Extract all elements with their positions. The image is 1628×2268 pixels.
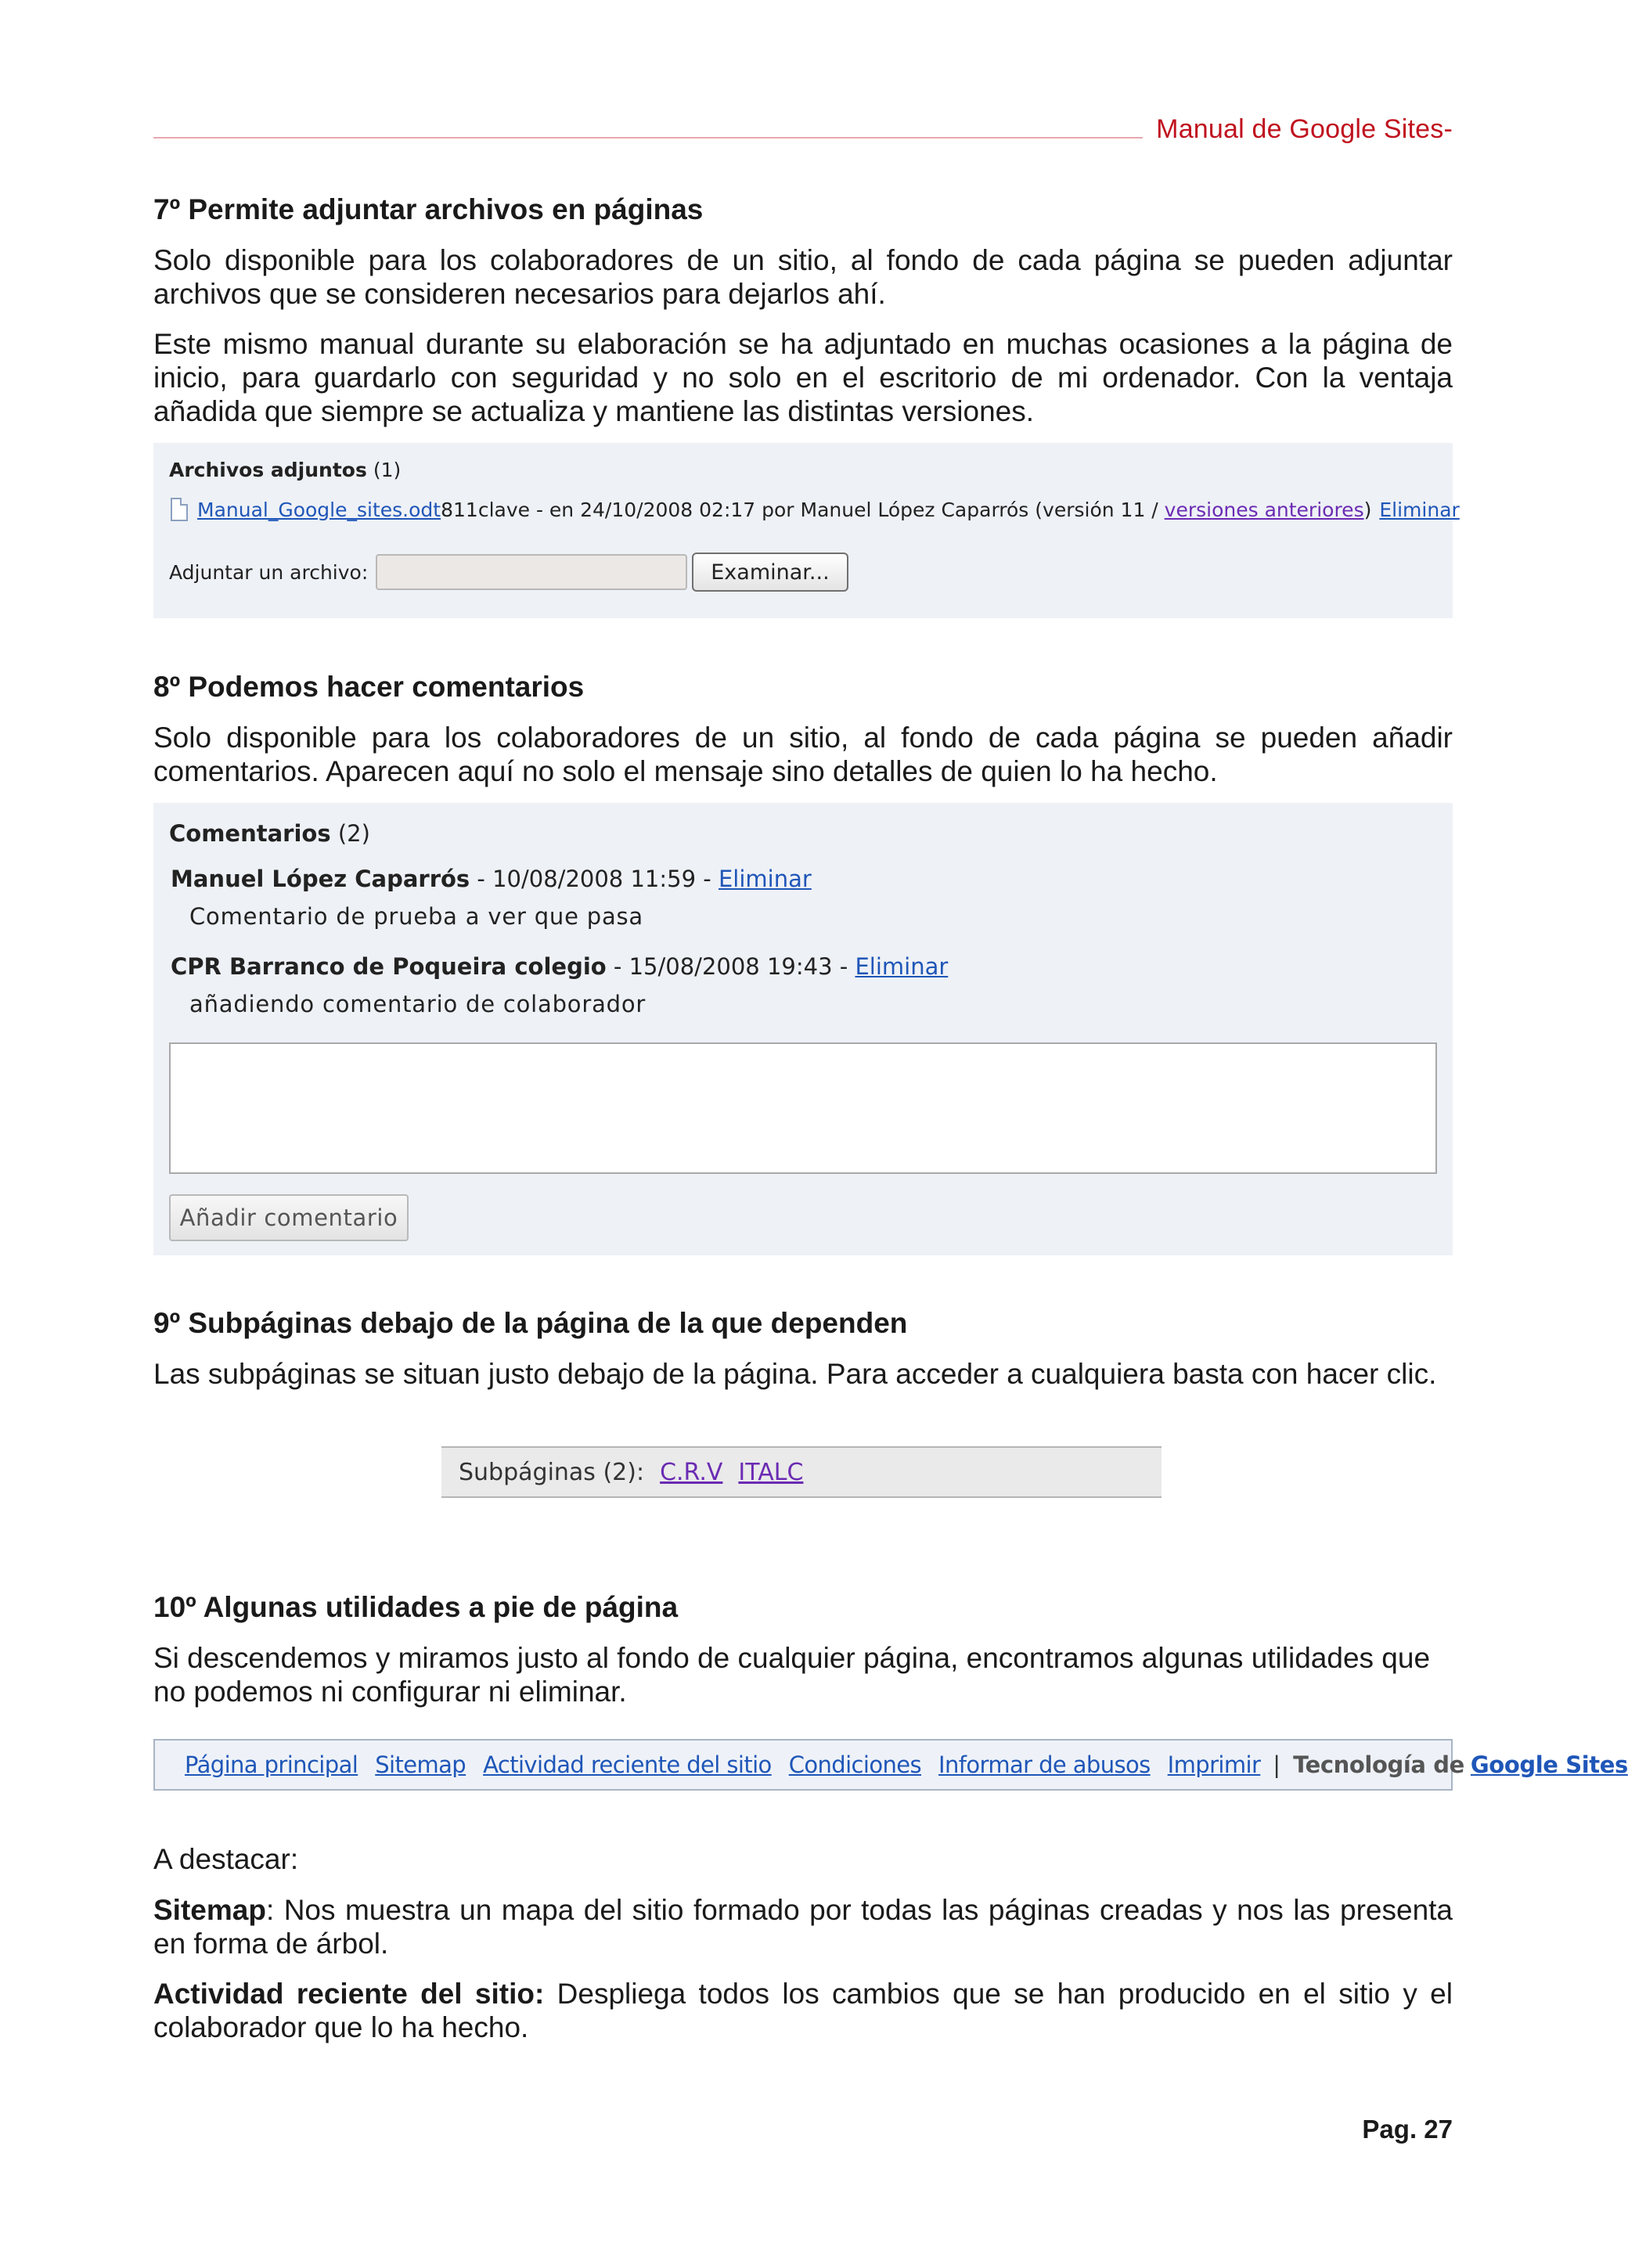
comment-delete-link[interactable]: Eliminar — [855, 953, 949, 980]
add-comment-button[interactable]: Añadir comentario — [169, 1194, 409, 1241]
footer-link-print[interactable]: Imprimir — [1167, 1751, 1261, 1778]
comment-text: añadiendo comentario de colaborador — [189, 991, 647, 1017]
activity-description — [153, 1977, 1453, 2044]
upload-file-input[interactable] — [376, 554, 687, 590]
comments-panel — [153, 803, 1453, 1255]
footer-link-home[interactable]: Página principal — [185, 1751, 358, 1778]
sitemap-desc: : Nos muestra un mapa del sitio formado por todas las páginas creadas y nos las presenta en forma de árbol. — [153, 1894, 1453, 1960]
attachments-title-label: Archivos adjuntos — [169, 459, 367, 481]
section-10-heading: 10º Algunas utilidades a pie de página — [153, 1591, 679, 1623]
comment-delete-link[interactable]: Eliminar — [718, 866, 812, 892]
page-header-title: Manual de Google Sites- — [1156, 114, 1453, 144]
attachment-upload-row — [169, 553, 848, 592]
section-9-paragraph-1: Las subpáginas se situan justo debajo de la página. Para acceder a cualquiera basta con hacer clic. — [153, 1358, 1437, 1390]
footer-link-recent-activity[interactable]: Actividad reciente del sitio — [483, 1751, 772, 1778]
footer-link-sitemap[interactable]: Sitemap — [375, 1751, 466, 1778]
comments-count: (2) — [337, 820, 370, 847]
attachment-close-paren: ) — [1363, 498, 1372, 521]
footer-tech-label: Tecnología de — [1293, 1751, 1464, 1778]
upload-label: Adjuntar un archivo: — [169, 560, 369, 584]
comment-text: Comentario de prueba a ver que pasa — [189, 903, 644, 930]
section-7-paragraph-2: Este mismo manual durante su elaboración se ha adjuntado en muchas ocasiones a la página de inicio, para guardarlo con seguridad y no solo en el escritorio de mi ordenador. Con la ventaja añadida que siempre se actualiza y mantiene las distintas versiones. — [153, 328, 1453, 427]
previous-versions-link[interactable]: versiones anteriores — [1164, 498, 1364, 521]
comment-header — [171, 866, 812, 892]
subpages-bar — [441, 1446, 1162, 1498]
attachments-panel — [153, 443, 1460, 618]
highlights-intro: A destacar: — [153, 1843, 299, 1875]
comment-textarea[interactable] — [169, 1042, 1437, 1174]
site-footer-bar — [153, 1739, 1628, 1791]
browse-button[interactable]: Examinar... — [692, 553, 848, 592]
attachment-row — [171, 498, 1460, 521]
subpage-link[interactable]: ITALC — [738, 1458, 804, 1486]
subpage-link[interactable]: C.R.V — [660, 1458, 723, 1486]
footer-link-terms[interactable]: Condiciones — [788, 1751, 922, 1778]
comments-title-label: Comentarios — [169, 820, 331, 847]
section-8-heading: 8º Podemos hacer comentarios — [153, 671, 585, 703]
page-number: Pag. 27 — [1362, 2115, 1453, 2144]
section-7-heading: 7º Permite adjuntar archivos en páginas — [153, 193, 704, 225]
comment-author: Manuel López Caparrós — [171, 866, 470, 892]
sitemap-description — [153, 1893, 1453, 1960]
attachment-delete-link[interactable]: Eliminar — [1379, 498, 1460, 521]
footer-link-report-abuse[interactable]: Informar de abusos — [938, 1751, 1151, 1778]
attachments-count: (1) — [373, 459, 402, 481]
attachment-meta: 811clave - en 24/10/2008 02:17 por Manuel López Caparrós (versión 11 / — [441, 498, 1165, 521]
header-rule — [153, 137, 1143, 139]
activity-desc: Despliega todos los cambios que se han producido en el sitio y el colaborador que lo ha hecho. — [153, 1978, 1453, 2043]
comment-header — [171, 953, 948, 980]
google-sites-link[interactable]: Google Sites — [1470, 1751, 1628, 1778]
comment-meta: - 10/08/2008 11:59 - — [470, 866, 719, 892]
attachments-title — [169, 459, 401, 481]
comment-author: CPR Barranco de Poqueira colegio — [171, 953, 607, 980]
file-icon — [171, 498, 188, 521]
comments-title — [169, 820, 370, 847]
activity-term: Actividad reciente del sitio: — [153, 1978, 545, 2010]
attachment-file-link[interactable]: Manual_Google_sites.odt — [197, 498, 441, 521]
subpages-label: Subpáginas (2): — [459, 1458, 645, 1486]
section-7-paragraph-1: Solo disponible para los colaboradores de un sitio, al fondo de cada página se pueden adjuntar archivos que se consideren necesarios para dejarlos ahí. — [153, 244, 1453, 310]
comment-meta: - 15/08/2008 19:43 - — [606, 953, 855, 980]
sitemap-term: Sitemap — [153, 1894, 266, 1926]
footer-separator: | — [1273, 1751, 1281, 1778]
section-9-heading: 9º Subpáginas debajo de la página de la que dependen — [153, 1307, 908, 1339]
section-10-paragraph-1: Si descendemos y miramos justo al fondo de cualquier página, encontramos algunas utilidades que no podemos ni configurar ni eliminar. — [153, 1642, 1431, 1708]
section-8-paragraph-1: Solo disponible para los colaboradores de un sitio, al fondo de cada página se pueden añadir comentarios. Aparecen aquí no solo el mensaje sino detalles de quien lo ha hecho. — [153, 722, 1453, 787]
